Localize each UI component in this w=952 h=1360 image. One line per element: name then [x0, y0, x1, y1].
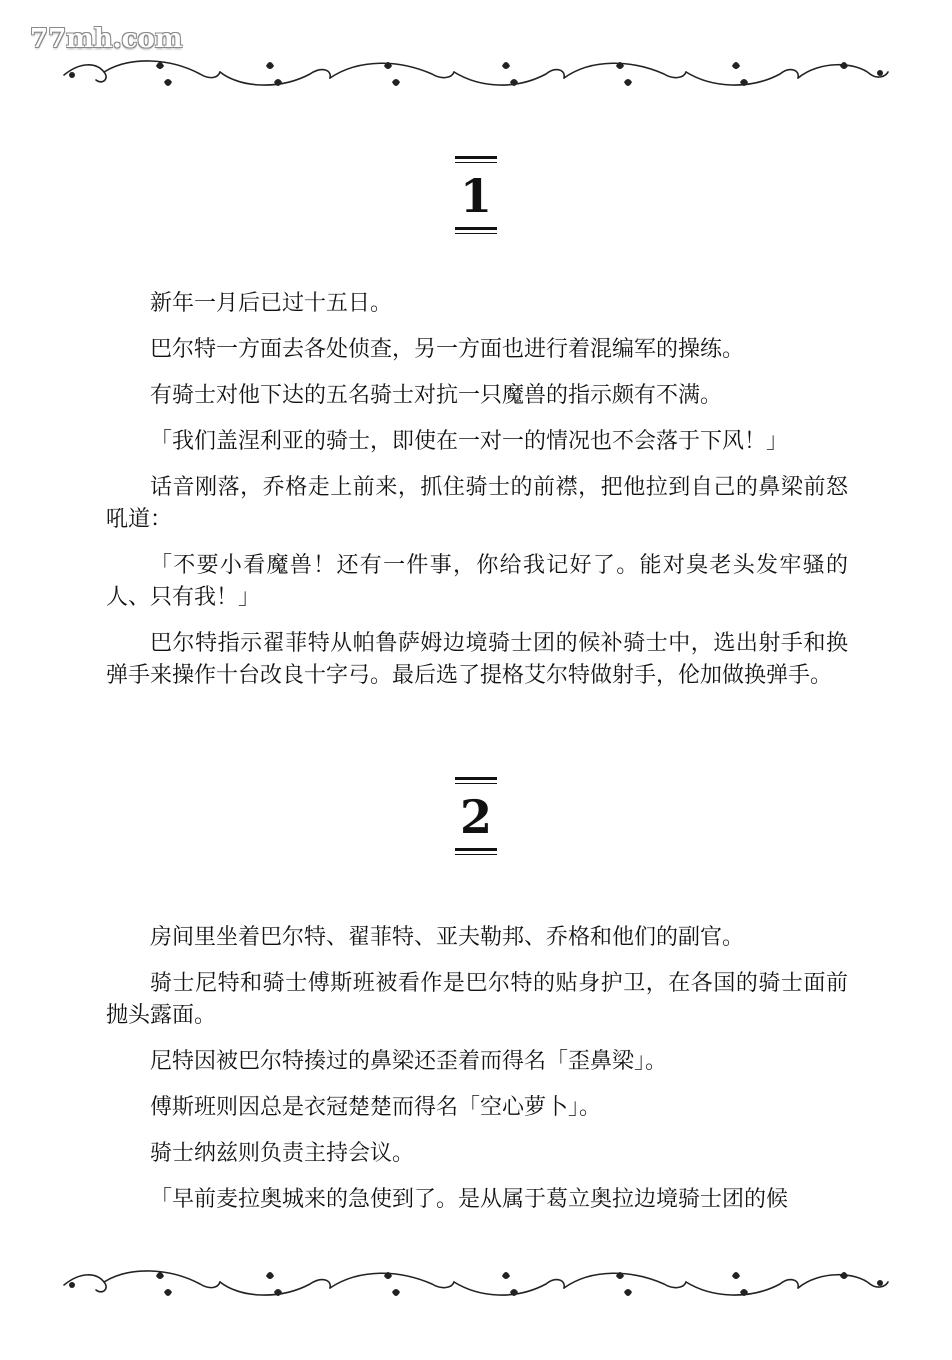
- chapter-1-heading: [426, 156, 526, 234]
- chapter-2-heading: [426, 777, 526, 855]
- watermark-logo: 77mh.com: [30, 24, 183, 54]
- chapter-rule-top: [455, 156, 497, 163]
- paragraph: 话音刚落，乔格走上前来，抓住骑士的前襟，把他拉到自己的鼻梁前怒吼道：: [106, 475, 848, 532]
- paragraph: 尼特因被巴尔特揍过的鼻梁还歪着而得名「歪鼻梁」。: [150, 1049, 668, 1074]
- bottom-ornament-border: [60, 1262, 892, 1308]
- chapter-rule-bottom: [455, 848, 497, 855]
- chapter-number: 2: [459, 790, 492, 844]
- paragraph: 「早前麦拉奥城来的急使到了。是从属于葛立奥拉边境骑士团的候: [150, 1187, 789, 1212]
- paragraph: 房间里坐着巴尔特、翟菲特、亚夫勒邦、乔格和他们的副官。: [150, 925, 745, 950]
- paragraph: 「不要小看魔兽！还有一件事，你给我记好了。能对臭老头发牢骚的人、只有我！」: [106, 553, 848, 610]
- paragraph: 骑士尼特和骑士傅斯班被看作是巴尔特的贴身护卫，在各国的骑士面前抛头露面。: [106, 971, 848, 1028]
- paragraph: 骑士纳兹则负责主持会议。: [150, 1141, 415, 1166]
- paragraph: 「我们盖涅利亚的骑士，即使在一对一的情况也不会落于下风！」: [150, 429, 789, 454]
- chapter-rule-bottom: [455, 227, 497, 234]
- paragraph: 巴尔特指示翟菲特从帕鲁萨姆边境骑士团的候补骑士中，选出射手和换弹手来操作十台改良十字弓。最后选了提格艾尔特做射手，伦加做换弹手。: [106, 631, 848, 688]
- paragraph: 巴尔特一方面去各处侦查，另一方面也进行着混编军的操练。: [150, 337, 745, 362]
- paragraph: 有骑士对他下达的五名骑士对抗一只魔兽的指示颇有不满。: [150, 383, 723, 408]
- chapter-number: 1: [459, 169, 492, 223]
- chapter-1-body: [106, 288, 848, 706]
- paragraph: 傅斯班则因总是衣冠楚楚而得名「空心萝卜」。: [150, 1095, 602, 1120]
- paragraph: 新年一月后已过十五日。: [150, 291, 393, 316]
- top-ornament-border: [60, 52, 892, 98]
- chapter-2-body: [106, 922, 848, 1230]
- chapter-rule-top: [455, 777, 497, 784]
